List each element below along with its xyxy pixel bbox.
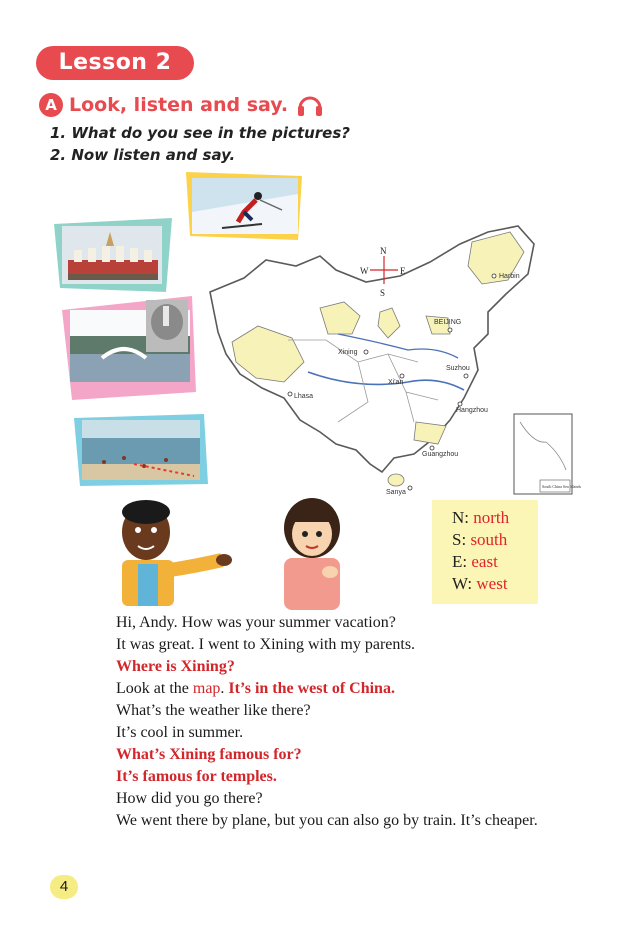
- inset-label: South China Sea Islands: [542, 484, 581, 489]
- line-text: [116, 658, 235, 676]
- line-text-part: map: [192, 680, 221, 697]
- line-text: [116, 636, 415, 654]
- legend-letter: W:: [452, 574, 473, 593]
- city-guangzhou: Guangzhou: [422, 451, 459, 458]
- line-text-part: We went there by plane, but you can also go by train. It’s cheaper.: [116, 812, 538, 829]
- legend-row: [452, 508, 509, 528]
- city-harbin: Harbin: [499, 273, 520, 280]
- compass-n: N: [380, 246, 387, 256]
- temple-photo: [54, 218, 172, 292]
- line-text-part: Hi, Andy. How was your summer vacation?: [116, 614, 396, 631]
- section-title: Look, listen and say.: [69, 94, 289, 116]
- legend-row: [452, 552, 498, 572]
- legend-letter: E:: [452, 552, 468, 571]
- section-letter-badge: A: [39, 93, 63, 117]
- line-text-part: It’s cool in summer.: [116, 724, 244, 741]
- lesson-title: Lesson 2: [36, 46, 194, 80]
- compass-w: W: [360, 266, 369, 276]
- city-beijing: BEIJING: [434, 319, 462, 326]
- legend-row: [452, 574, 508, 594]
- line-text-part: Where is Xining?: [116, 658, 235, 675]
- line-text-part: .: [220, 680, 229, 697]
- city-hangzhou: Hangzhou: [456, 407, 488, 414]
- city-sanya: Sanya: [386, 489, 406, 496]
- city-xian: Xi'an: [388, 379, 404, 386]
- line-text: [116, 790, 263, 808]
- compass-e: E: [400, 266, 406, 276]
- legend-word: east: [471, 552, 498, 571]
- city-suzhou: Suzhou: [446, 365, 470, 372]
- legend-word: south: [470, 530, 508, 549]
- line-text-part: It’s in the west of China.: [228, 680, 395, 697]
- line-text: [116, 614, 396, 632]
- instruction-2: 2. Now listen and say.: [50, 146, 236, 164]
- line-text-part: Look at the: [116, 680, 193, 697]
- instruction-1: 1. What do you see in the pictures?: [50, 124, 350, 142]
- line-text-part: It was great. I went to Xining with my parents.: [116, 636, 416, 653]
- line-text-part: How did you go there?: [116, 790, 263, 807]
- city-lhasa: Lhasa: [294, 393, 314, 400]
- yaoyao-illustration: [270, 490, 354, 615]
- line-text: [116, 702, 311, 720]
- headphones-icon[interactable]: [296, 91, 324, 119]
- legend-letter: S:: [452, 530, 467, 549]
- legend-word: north: [473, 508, 510, 527]
- page-number: 4: [50, 875, 78, 899]
- line-text-part: It’s famous for temples.: [116, 768, 277, 785]
- china-map: [188, 222, 588, 500]
- city-xining: Xining: [338, 349, 358, 356]
- line-text: [116, 812, 538, 830]
- line-text: [116, 768, 277, 786]
- compass-s: S: [380, 288, 386, 298]
- legend-letter: N:: [452, 508, 469, 527]
- andy-illustration: [96, 494, 232, 611]
- line-text: [116, 724, 243, 742]
- direction-legend: [432, 500, 538, 604]
- legend-row: [452, 530, 507, 550]
- line-text: [116, 746, 302, 764]
- legend-word: west: [476, 574, 508, 593]
- section-header: [39, 90, 324, 120]
- line-text-part: What’s the weather like there?: [116, 702, 311, 719]
- line-text: [116, 680, 395, 698]
- lake-bridge-photo: [62, 296, 196, 400]
- line-text-part: What’s Xining famous for?: [116, 746, 302, 763]
